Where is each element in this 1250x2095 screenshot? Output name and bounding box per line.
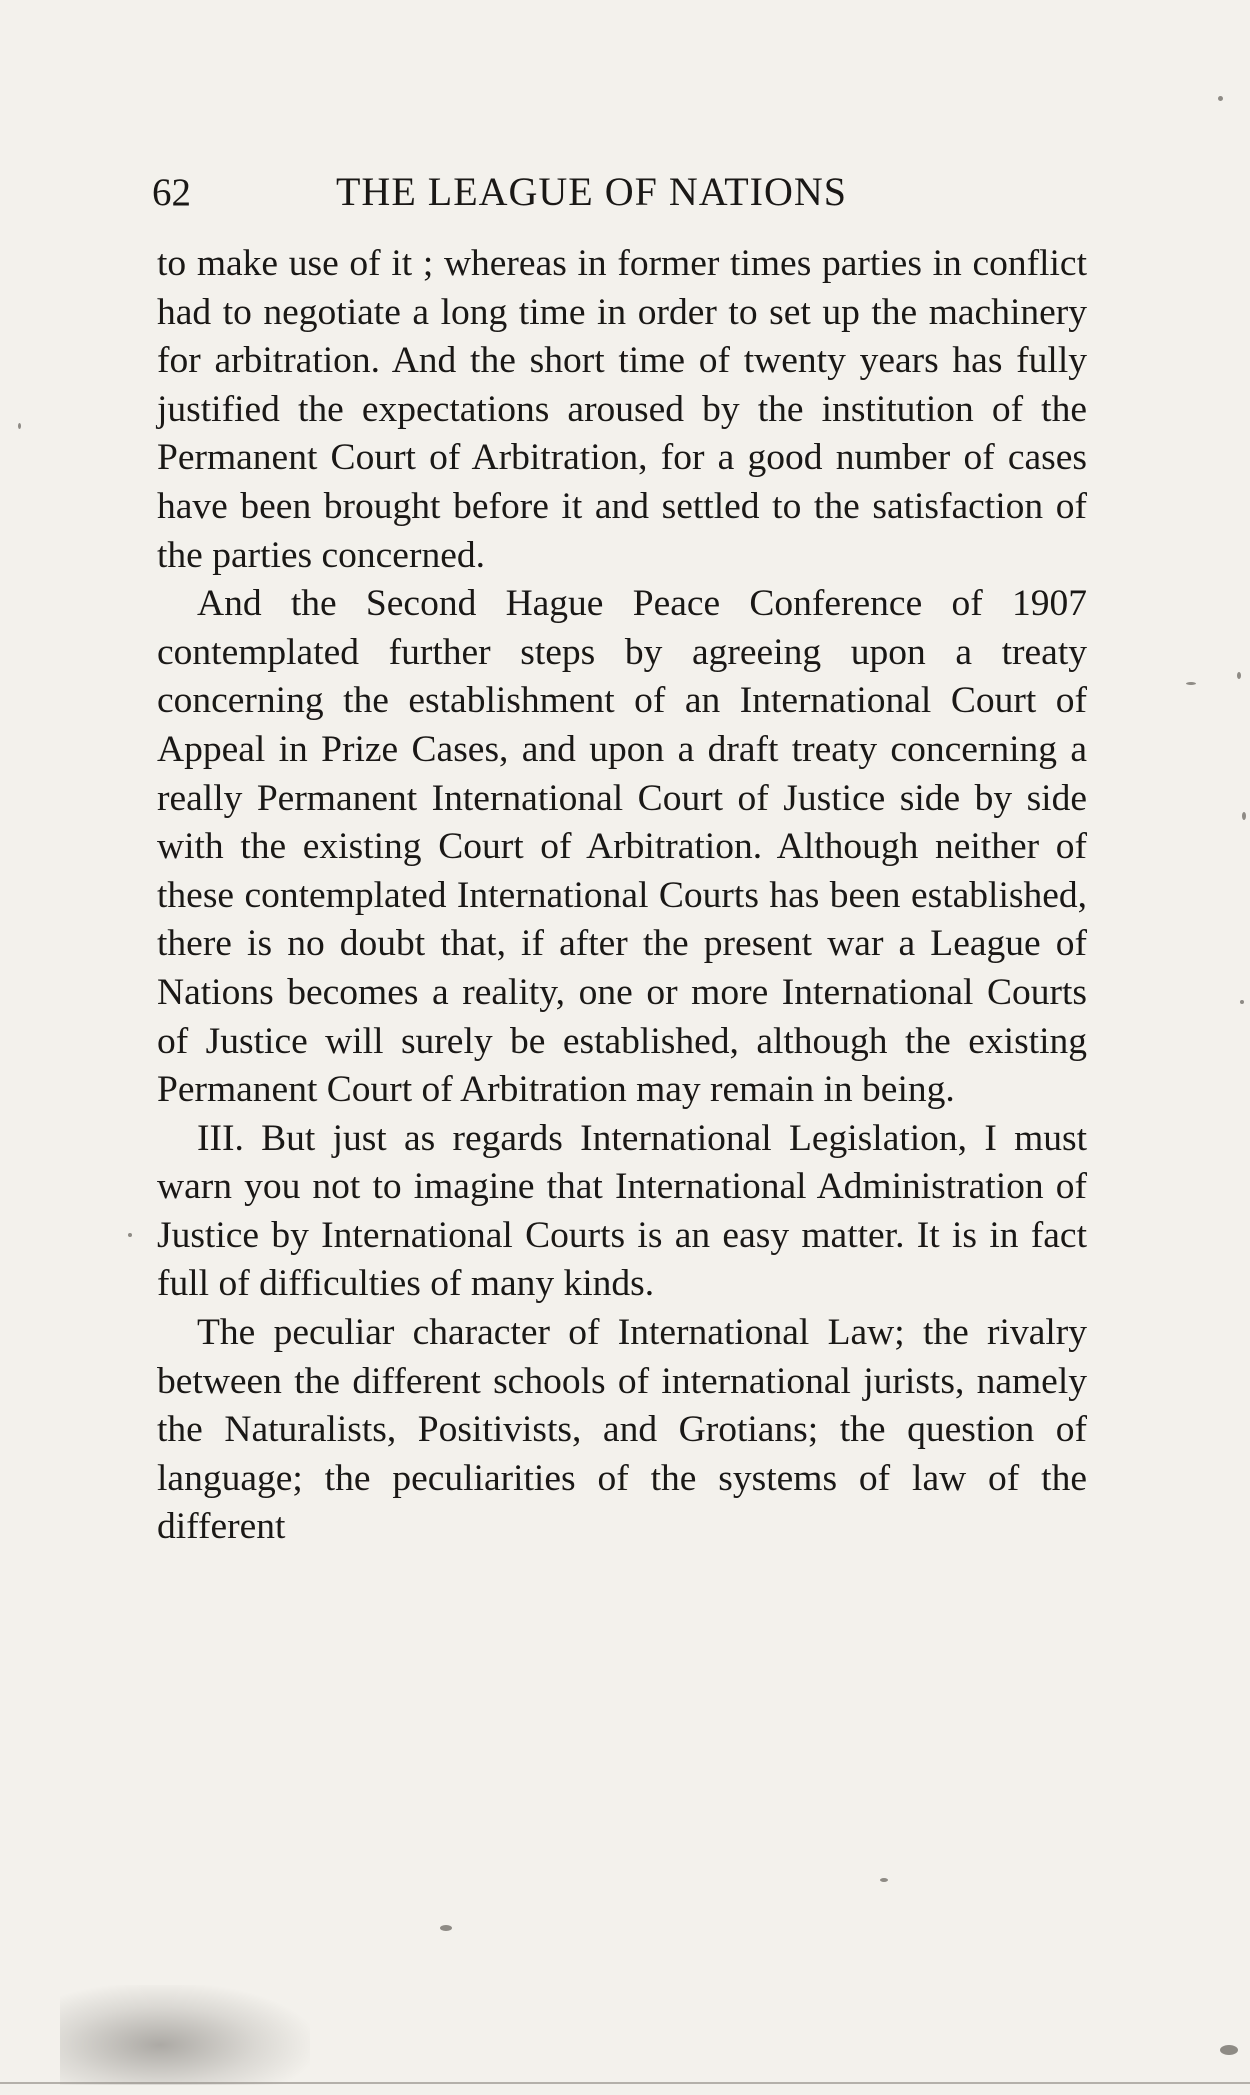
scan-speck [880,1878,888,1882]
paragraph-hague-conference: And the Second Hague Peace Conference of 1907 contemplated further steps by agreeing upon a treaty concerning the establishment of an International Court of Appeal in Prize Cases, and upon a draft treaty concerning a really Permanent International Court of Justice side by side with the existing Court of Arbitration. Although neither of these contemplated International Courts has been established, there is no doubt that, if after the present war a League of Nations becomes a reality, one or more International Courts of Justice will surely be established, although the existing Permanent Court of Arbitration may remain in being. [157,583,1087,1111]
paragraph-section-three: III. But just as regards International Legislation, I must warn you not to imagine that International Administration of Justice by International Courts is an easy matter. It is in fact full of difficulties of many kinds. [157,1117,1087,1305]
page-edge-line [0,2082,1250,2084]
scan-speck [1186,682,1196,685]
paragraph-peculiar-character: The peculiar character of International Law; the rivalry between the different schools of international jurists, namely the Naturalists, Positivists, and Grotians; the question of language; the peculiarities of the systems of law of the different [157,1312,1087,1548]
running-head: THE LEAGUE OF NATIONS [336,169,847,214]
scan-speck [1242,812,1246,820]
scan-smudge [60,1985,310,2085]
scan-speck [18,423,21,429]
scan-speck [1218,96,1223,101]
scan-speck [440,1925,452,1931]
scan-speck [1240,1000,1244,1004]
paragraph-continuation: to make use of it ; whereas in former times parties in conflict had to negotiate a long time in order to set up the machinery for arbitration. And the short time of twenty years has fully justified the expectations aroused by the institution of the Permanent Court of Arbitration, for a good number of cases have been brought before it and settled to the satisfaction of the parties concerned. [157,243,1087,576]
scan-speck [128,1233,132,1237]
scan-speck [1220,2045,1238,2055]
body-text [157,240,1087,1552]
page-header [152,168,1087,224]
page-number: 62 [152,171,191,214]
scan-speck [1237,672,1241,679]
